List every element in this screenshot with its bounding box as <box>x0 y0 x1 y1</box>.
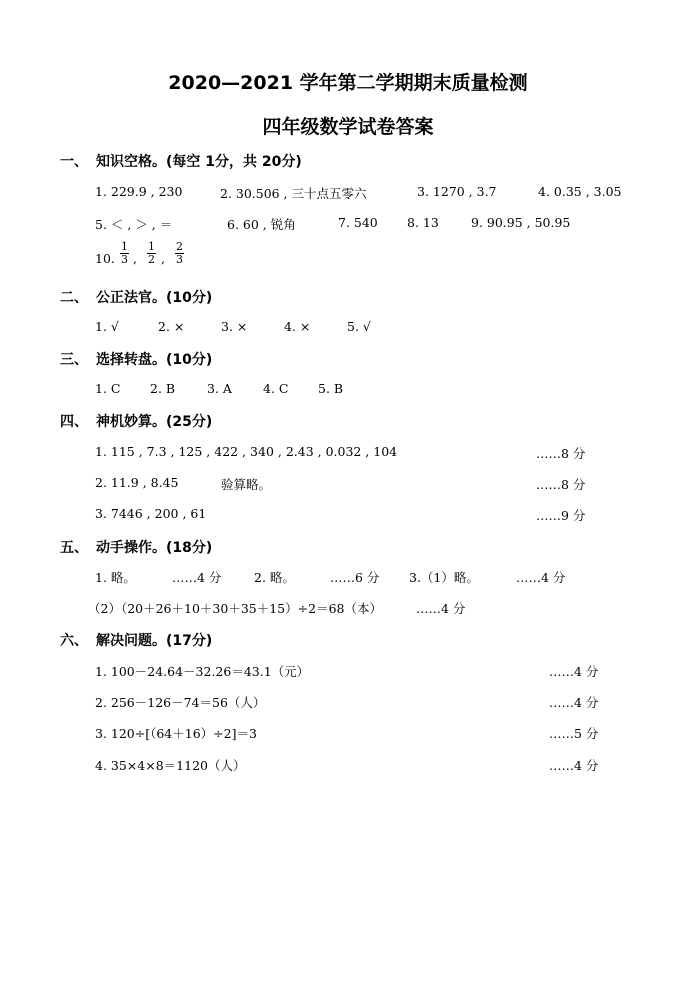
answer-item: 5. B <box>318 381 344 396</box>
answer-item: 2. 略。 <box>254 570 295 585</box>
answer-item: 4. 35×4×8＝1120（人） <box>95 758 246 773</box>
answer-item: 5. ＜ , ＞ , ＝ <box>95 217 173 232</box>
answer-item: 9. 90.95 , 50.95 <box>471 215 571 230</box>
section-number: 二、 <box>60 290 88 306</box>
answer-item: 2. 256－126－74＝56（人） <box>95 695 266 710</box>
score-note: ……4 分 <box>416 601 466 616</box>
answer-item: 4. × <box>284 319 311 334</box>
answer-item: 3. × <box>221 319 248 334</box>
section-6-heading <box>60 630 212 650</box>
score-note: ……4 分 <box>549 664 599 679</box>
answer-item: 2. B <box>150 381 176 396</box>
answer-item: 2. 11.9 , 8.45 <box>95 475 179 490</box>
answer-item: 5. √ <box>347 319 371 334</box>
answer-item: 3. 1270 , 3.7 <box>417 184 497 199</box>
score-note: ……9 分 <box>536 508 586 523</box>
score-note: ……4 分 <box>549 758 599 773</box>
answer-item: 1. C <box>95 381 121 396</box>
answer-item: 1. √ <box>95 319 119 334</box>
answer-item: 3. 7446 , 200 , 61 <box>95 506 207 521</box>
section-4-heading <box>60 411 212 431</box>
score-note: ……4 分 <box>172 570 222 585</box>
section-title: 选择转盘。(10分) <box>96 352 213 368</box>
page-subtitle: 四年级数学试卷答案 <box>262 116 434 138</box>
answer-prefix: 10. <box>95 251 115 266</box>
section-number: 一、 <box>60 154 88 170</box>
section-number: 六、 <box>60 633 88 649</box>
section-title: 解决问题。(17分) <box>96 633 213 649</box>
section-title: 神机妙算。(25分) <box>96 414 213 430</box>
separator: , <box>133 251 137 266</box>
fraction: $\frac{1}{2}$ <box>148 240 155 266</box>
answer-item: 3.（1）略。 <box>409 570 479 585</box>
score-note: ……5 分 <box>549 726 599 741</box>
section-number: 四、 <box>60 414 88 430</box>
answer-item: 1. 229.9 , 230 <box>95 184 183 199</box>
answer-item: 6. 60 , 锐角 <box>227 217 296 232</box>
score-note: ……6 分 <box>330 570 380 585</box>
fraction: $\frac{2}{3}$ <box>176 240 183 266</box>
section-5-heading <box>60 537 212 557</box>
section-title: 公正法官。(10分) <box>96 290 213 306</box>
answer-item: 3. 120÷[（64＋16）÷2]＝3 <box>95 726 257 741</box>
answer-item: 4. C <box>263 381 289 396</box>
separator: , <box>161 251 165 266</box>
score-note: ……8 分 <box>536 477 586 492</box>
score-note: ……4 分 <box>516 570 566 585</box>
answer-item: 4. 0.35 , 3.05 <box>538 184 622 199</box>
answer-item: 1. 100－24.64－32.26＝43.1（元） <box>95 664 310 679</box>
score-note: ……8 分 <box>536 446 586 461</box>
section-2-heading <box>60 287 212 307</box>
answer-item: 2. 30.506 , 三十点五零六 <box>220 186 367 201</box>
section-title: 动手操作。(18分) <box>96 540 213 556</box>
answer-item: 7. 540 <box>338 215 378 230</box>
answer-item: 3. A <box>207 381 232 396</box>
section-1-heading <box>60 151 302 171</box>
answer-item: 1. 115 , 7.3 , 125 , 422 , 340 , 2.43 , 0.032 , 104 <box>95 444 398 459</box>
score-note: ……4 分 <box>549 695 599 710</box>
answer-item: （2）（20＋26＋10＋30＋35＋15）÷2＝68（本） <box>88 601 382 616</box>
answer-item: 8. 13 <box>407 215 439 230</box>
section-number: 三、 <box>60 352 88 368</box>
answer-note: 验算略。 <box>221 477 272 492</box>
section-number: 五、 <box>60 540 88 556</box>
page-title: 2020—2021 学年第二学期期末质量检测 <box>168 72 528 94</box>
section-title: 知识空格。(每空 1分，共 20分) <box>96 154 302 170</box>
answer-item: 1. 略。 <box>95 570 136 585</box>
fraction: $\frac{1}{3}$ <box>121 240 128 266</box>
answer-item: 2. × <box>158 319 185 334</box>
section-3-heading <box>60 349 212 369</box>
